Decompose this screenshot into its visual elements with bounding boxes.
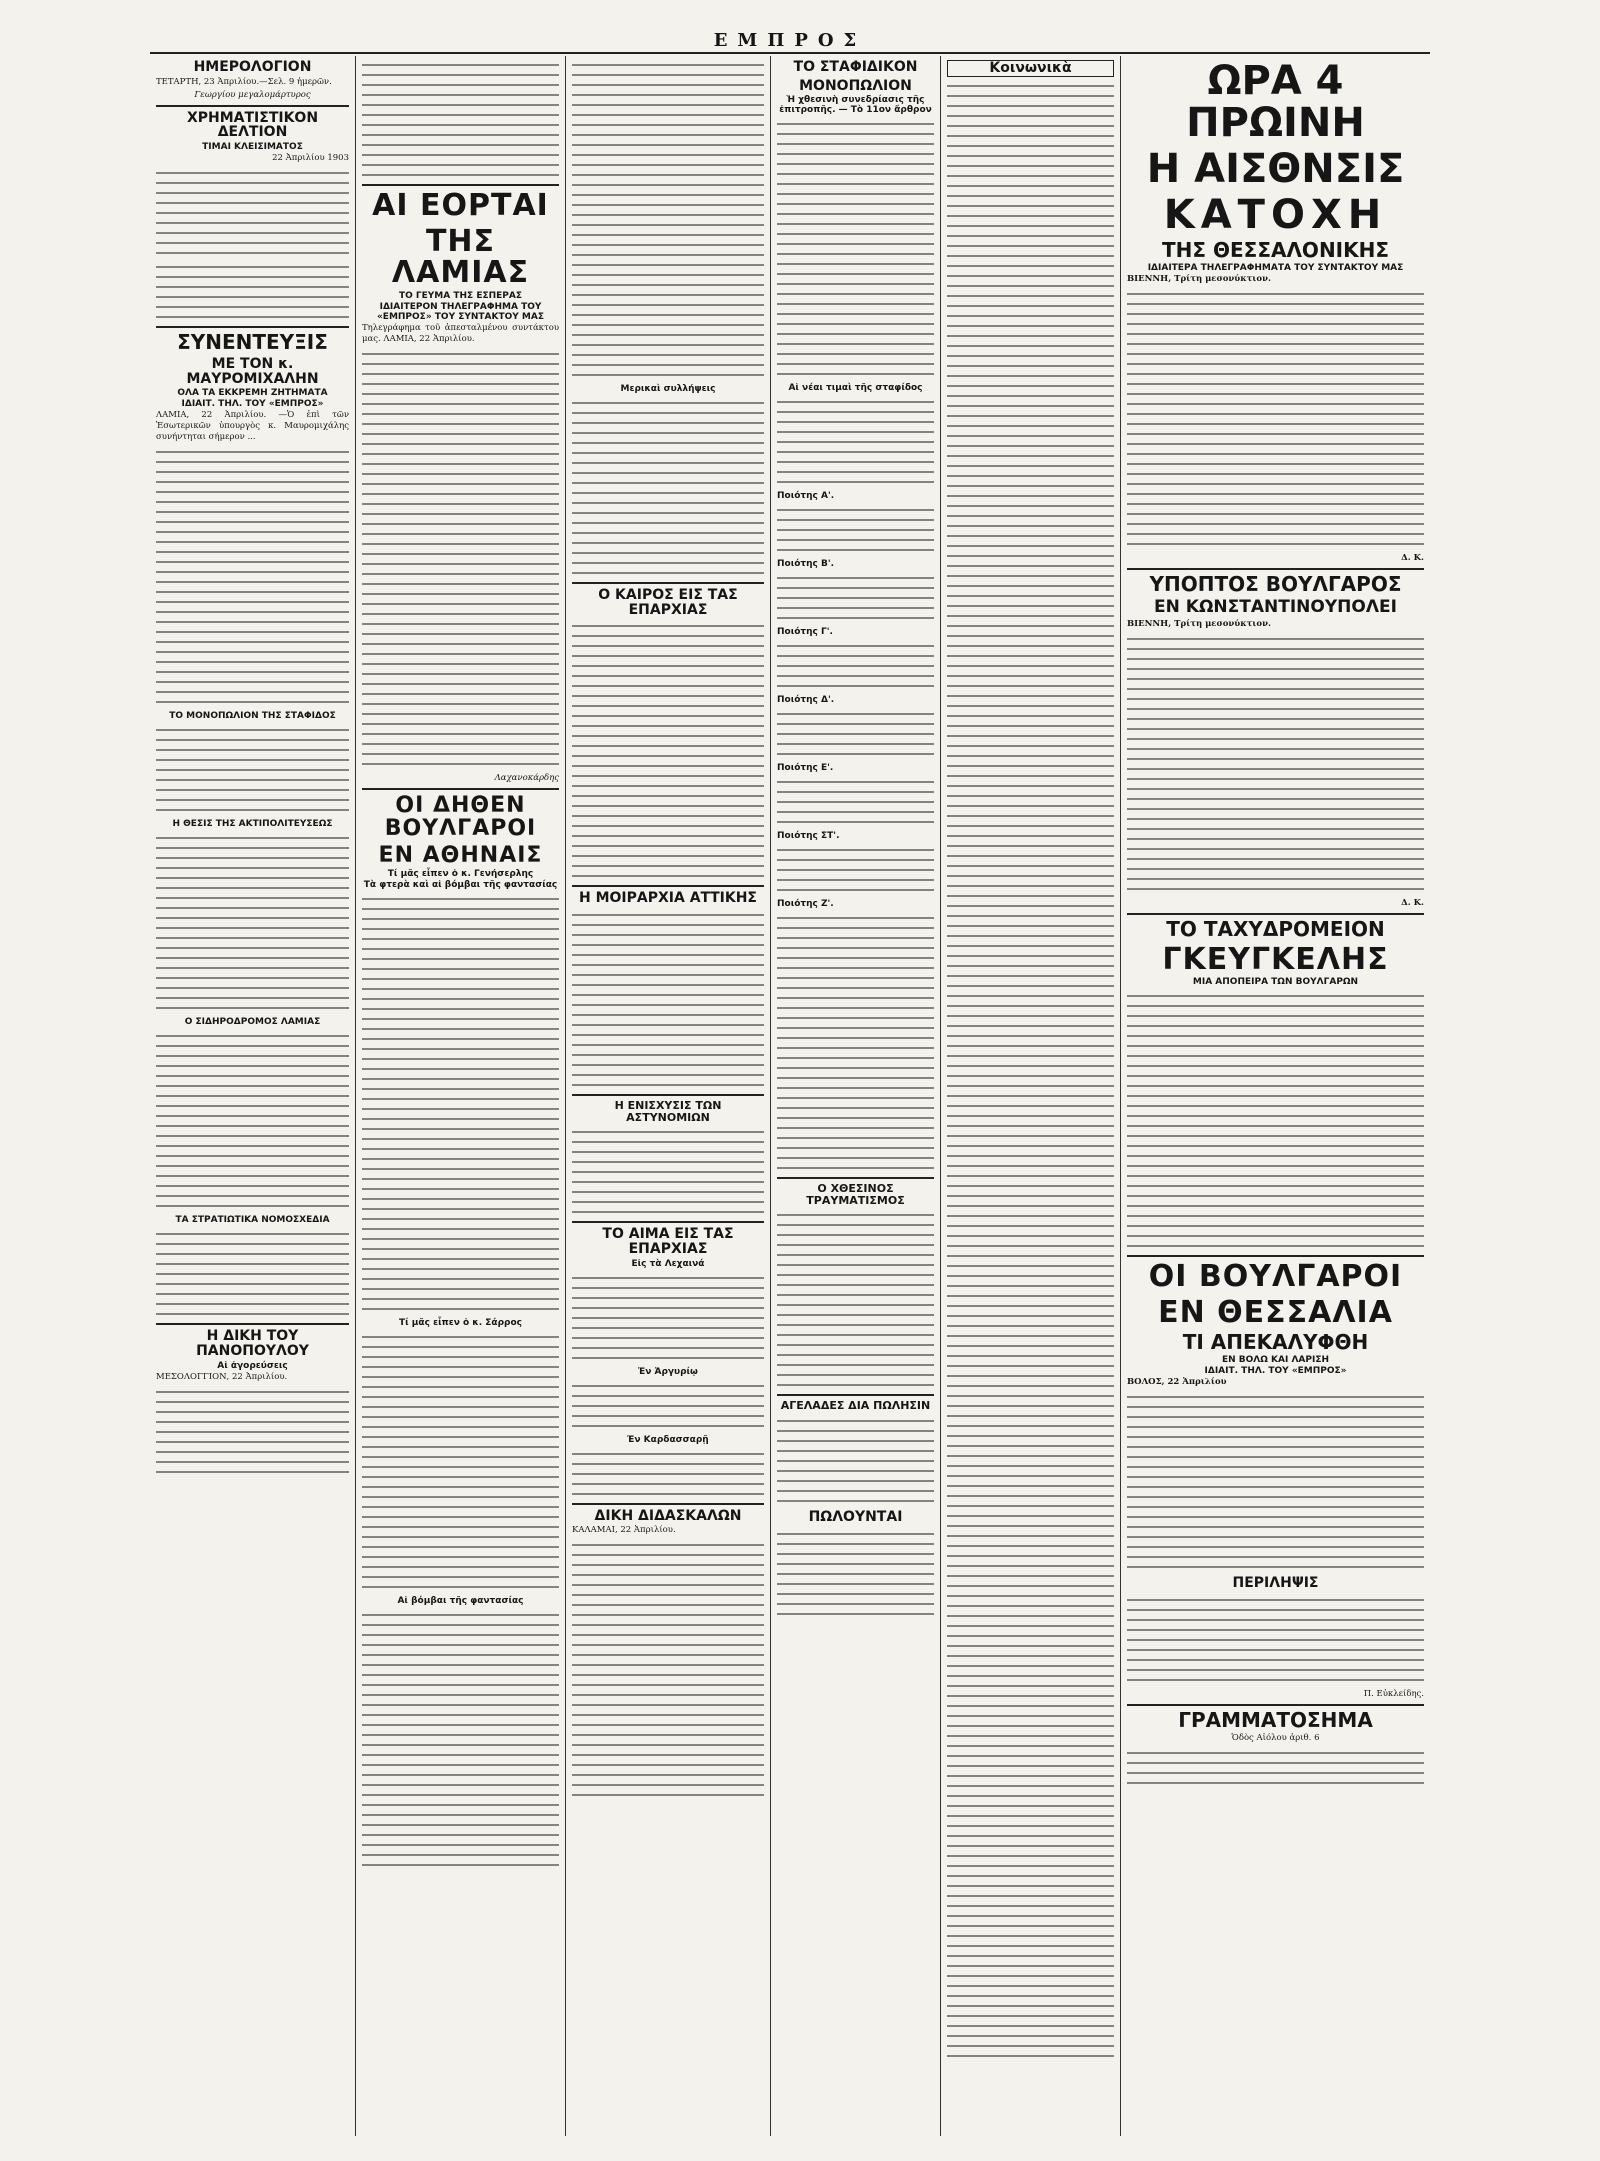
currant-heading-2: ΜΟΝΟΠΩΛΙΟΝ — [799, 77, 912, 94]
interview-subheading: ΜΕ ΤΟΝ κ. ΜΑΥΡΟΜΙΧΑΛΗΝ — [186, 356, 319, 387]
article-text — [572, 398, 764, 578]
stock-date: 22 Ἀπριλίου 1903 — [272, 153, 349, 164]
blood-text — [572, 1449, 764, 1499]
currant-text — [777, 119, 934, 379]
section-text — [156, 1031, 349, 1211]
post-office-subheading: ΜΙΑ ΑΠΟΠΕΙΡΑ ΤΩΝ ΒΟΥΛΓΑΡΩΝ — [1192, 977, 1359, 988]
article-text — [156, 262, 349, 322]
divider — [362, 184, 559, 186]
occupation-heading: ΚΑΤΟΧΗ — [1163, 192, 1388, 238]
divider — [572, 885, 764, 887]
summary-signature: Π. Εὐκλείδης. — [1363, 1689, 1424, 1700]
section-text — [156, 725, 349, 815]
column-1 — [150, 56, 355, 2136]
quality-text — [777, 845, 934, 895]
blood-heading: ΤΟ ΑΙΜΑ ΕΙΣ ΤΑΣ ΕΠΑΡΧΙΑΣ — [602, 1226, 734, 1257]
summary-heading: ΠΕΡΙΛΗΨΙΣ — [1232, 1575, 1319, 1592]
bulgarians-heading-2: ΕΝ ΑΘΗΝΑΙΣ — [378, 842, 543, 868]
article-text — [572, 60, 764, 380]
thessaly-dateline: ΒΟΛΟΣ, 22 Ἀπριλίου — [1127, 1377, 1227, 1388]
column-3 — [565, 56, 770, 2136]
arrests-heading: Μερικαὶ συλλήψεις — [620, 384, 716, 394]
currant-prices-heading: Αἱ νέαι τιμαὶ τῆς σταφίδος — [788, 383, 923, 394]
stock-heading: ΧΡΗΜΑΤΙΣΤΙΚΟΝ ΔΕΛΤΙΟΝ — [186, 109, 319, 141]
police-heading: Η ΕΝΙΣΧΥΣΙΣ ΤΩΝ ΑΣΤΥΝΟΜΙΩΝ — [614, 1099, 722, 1124]
stock-table-text — [156, 168, 349, 258]
post-office-text — [1127, 991, 1424, 1251]
gendarmerie-text — [572, 910, 764, 1090]
teachers-trial-heading: ΔΙΚΗ ΔΙΔΑΣΚΑΛΩΝ — [594, 1507, 742, 1524]
blood-text — [572, 1381, 764, 1431]
quality-text — [777, 913, 934, 1173]
divider — [572, 1094, 764, 1096]
quality-text — [777, 505, 934, 555]
suspect-signature: Δ. Κ. — [1401, 897, 1424, 908]
social-heading: Κοινωνικὰ — [947, 60, 1114, 77]
quality-d: Ποιότης Δ'. — [777, 695, 835, 706]
column-5 — [940, 56, 1120, 2136]
section-text — [156, 1229, 349, 1319]
quality-c: Ποιότης Γ'. — [777, 627, 833, 638]
quality-b: Ποιότης Β'. — [777, 559, 835, 570]
sensation-heading: Η ΑΙΣΘΝΣΙΣ — [1146, 146, 1405, 192]
divider — [1127, 1704, 1424, 1706]
divider — [1127, 568, 1424, 570]
divider — [572, 1503, 764, 1505]
thessaloniki-credit: ΙΔΙΑΙΤΕΡΑ ΤΗΛΕΓΡΑΦΗΜΑΤΑ ΤΟΥ ΣΥΝΤΑΚΤΟΥ ΜΑΣ — [1147, 263, 1404, 273]
feasts-lead: Τηλεγράφημα τοῦ ἀπεσταλμένου συντάκτου μας. ΛΑΜΙΑ, 22 Ἀπριλίου. — [362, 322, 559, 344]
stock-subheading: ΤΙΜΑΙ ΚΛΕΙΣΙΜΑΤΟΣ — [202, 142, 303, 153]
wounding-heading: Ο ΧΘΕΣΙΝΟΣ ΤΡΑΥΜΑΤΙΣΜΟΣ — [806, 1182, 905, 1207]
trial-heading: Η ΔΙΚΗ ΤΟΥ ΠΑΝΟΠΟΥΛΟΥ — [196, 1328, 309, 1360]
quality-g: Ποιότης Ζ'. — [777, 899, 834, 910]
teachers-trial-text — [572, 1540, 764, 1800]
feasts-signature: Λαχανοκάρδης — [494, 772, 559, 783]
feasts-credit: ΙΔΙΑΙΤΕΡΟΝ ΤΗΛΕΓΡΑΦΗΜΑ ΤΟΥ «ΕΜΠΡΟΣ» ΤΟΥ ΣΥΝΤΑΚΤΟΥ ΜΑΣ — [376, 301, 545, 322]
divider — [156, 326, 349, 328]
wounding-text — [777, 1210, 934, 1390]
thessaloniki-text — [1127, 289, 1424, 549]
divider — [777, 1394, 934, 1396]
interview-credit: ΙΔΙΑΙΤ. ΤΗΛ. ΤΟΥ «ΕΜΠΡΟΣ» — [181, 399, 324, 410]
column-6 — [1120, 56, 1430, 2136]
bulgarians-subheading: Τί μᾶς εἶπεν ὁ κ. Γενήσερλης — [387, 868, 534, 879]
bulgarians-subheading-2: Τὰ φτερὰ καὶ αἱ βόμβαι τῆς φαντασίας — [363, 879, 558, 890]
section-military: ΤΑ ΣΤΡΑΤΙΩΤΙΚΑ ΝΟΜΟΣΧΕΔΙΑ — [175, 1215, 330, 1226]
section-opposition: Η ΘΕΣΙΣ ΤΗΣ ΑΚΤΙΠΟΛΙΤΕΥΣΕΩΣ — [172, 819, 333, 830]
interview-lead: ΛΑΜΙΑ, 22 Ἀπριλίου. —Ὁ ἐπὶ τῶν Ἐσωτερικῶν ὑπουργὸς κ. Μαυρομιχάλης συνήντηται σήμερον ... — [156, 410, 349, 443]
cows-text — [777, 1416, 934, 1506]
calendar-saint: Γεωργίου μεγαλομάρτυρος — [194, 89, 311, 100]
divider — [156, 105, 349, 107]
divider — [1127, 1255, 1424, 1257]
volos-larisa-heading: ΕΝ ΒΟΛΩ ΚΑΙ ΛΑΡΙΣΗ — [1221, 1355, 1330, 1366]
police-text — [572, 1127, 764, 1217]
feasts-heading: ΑΙ ΕΟΡΤΑΙ — [372, 188, 549, 223]
blood-section-argyrion: Ἐν Ἀργυρίῳ — [638, 1366, 698, 1377]
column-4 — [770, 56, 940, 2136]
currant-text — [777, 397, 934, 487]
gevgeli-heading: ΓΚΕΥΓΚΕΛΗΣ — [1162, 941, 1389, 977]
suspect-heading-2: ΕΝ ΚΩΝΣΤΑΝΤΙΝΟΥΠΟΛΕΙ — [1154, 597, 1397, 617]
divider — [1127, 913, 1424, 915]
blood-section-lechaina: Εἰς τὰ Λεχαινά — [631, 1258, 705, 1269]
thessaloniki-signature: Δ. Κ. — [1401, 553, 1424, 563]
summary-text — [1127, 1595, 1424, 1685]
quality-text — [777, 709, 934, 759]
divider — [156, 1323, 349, 1325]
trial-text — [156, 1387, 349, 1477]
teachers-trial-dateline: ΚΑΛΑΜΑΙ, 22 Ἀπριλίου. — [572, 1525, 676, 1536]
bulgarians-heading: ΟΙ ΔΗΘΕΝ ΒΟΥΛΓΑΡΟΙ — [384, 792, 537, 841]
hour-heading: ΩΡΑ 4 ΠΡΩΙΝΗ — [1186, 58, 1365, 146]
thessaloniki-heading: ΤΗΣ ΘΕΣΣΑΛΟΝΙΚΗΣ — [1161, 238, 1390, 262]
thessaloniki-dateline: ΒΙΕΝΝΗ, Τρίτη μεσονύκτιον. — [1127, 274, 1271, 284]
currant-subheading: Ἡ χθεσινὴ συνεδρίασις τῆς ἐπιτροπῆς. — Τὸ 11ον ἄρθρον — [779, 95, 932, 116]
divider — [572, 1221, 764, 1223]
section-currant: ΤΟ ΜΟΝΟΠΩΛΙΟΝ ΤΗΣ ΣΤΑΦΙΔΟΣ — [169, 711, 336, 722]
weather-text — [572, 621, 764, 881]
revealed-heading: ΤΙ ΑΠΕΚΑΛΥΦΘΗ — [1182, 1330, 1369, 1355]
quality-text — [777, 573, 934, 623]
trial-subheading: Αἱ ἀγορεύσεις — [217, 1360, 288, 1371]
suspect-dateline: ΒΙΕΝΝΗ, Τρίτη μεσονύκτιον. — [1127, 618, 1271, 629]
bulgarians-text — [362, 894, 559, 1314]
quality-a: Ποιότης Α'. — [777, 491, 835, 502]
column-2 — [355, 56, 565, 2136]
feasts-subheading: ΤΟ ΓΕΥΜΑ ΤΗΣ ΕΣΠΕΡΑΣ — [398, 290, 523, 301]
gendarmerie-heading: Η ΜΟΙΡΑΡΧΙΑ ΑΤΤΙΚΗΣ — [579, 890, 757, 907]
quality-e: Ποιότης Ε'. — [777, 763, 834, 774]
for-sale-heading: ΠΩΛΟΥΝΤΑΙ — [808, 1509, 903, 1526]
section-railway: Ο ΣΙΔΗΡΟΔΡΟΜΟΣ ΛΑΜΙΑΣ — [184, 1017, 321, 1028]
suspect-heading: ΥΠΟΠΤΟΣ ΒΟΥΛΓΑΡΟΣ — [1149, 572, 1402, 596]
divider — [572, 582, 764, 584]
feasts-heading-2: ΤΗΣ ΛΑΜΙΑΣ — [391, 223, 530, 290]
cows-heading: ΑΓΕΛΑΔΕΣ ΔΙΑ ΠΩΛΗΣΙΝ — [780, 1399, 931, 1413]
thessaly-text — [1127, 1392, 1424, 1572]
divider — [777, 1177, 934, 1179]
bulgarians-section-2: Αἱ βόμβαι τῆς φαντασίας — [397, 1595, 524, 1606]
interview-text — [156, 447, 349, 707]
divider — [362, 788, 559, 790]
currant-heading: ΤΟ ΣΤΑΦΙΔΙΚΟΝ — [793, 59, 918, 75]
stamps-text — [1127, 1748, 1424, 1788]
stamps-heading: ΓΡΑΜΜΑΤΟΣΗΜΑ — [1178, 1708, 1373, 1733]
blood-section-kardassari: Ἐν Καρδασσαρῇ — [627, 1434, 709, 1445]
suspect-text — [1127, 634, 1424, 894]
thessaly-credit: ΙΔΙΑΙΤ. ΤΗΛ. ΤΟΥ «ΕΜΠΡΟΣ» — [1204, 1366, 1347, 1377]
stamps-address: Ὁδὸς Αἰόλου ἀριθ. 6 — [1231, 1733, 1320, 1744]
social-text — [947, 81, 1114, 2061]
thessaly-heading: ΟΙ ΒΟΥΛΓΑΡΟΙ — [1148, 1259, 1403, 1295]
interview-topic: ΟΛΑ ΤΑ ΕΚΚΡΕΜΗ ΖΗΤΗΜΑΤΑ — [177, 388, 328, 399]
post-office-heading: ΤΟ ΤΑΧΥΔΡΟΜΕΙΟΝ — [1166, 916, 1385, 941]
calendar-heading: ΗΜΕΡΟΛΟΓΙΟΝ — [193, 59, 312, 75]
quality-text — [777, 777, 934, 827]
thessaly-heading-2: ΕΝ ΘΕΣΣΑΛΙΑ — [1158, 1294, 1393, 1330]
bulgarians-section: Τί μᾶς εἶπεν ὁ κ. Σάρρος — [399, 1317, 522, 1328]
quality-text — [777, 641, 934, 691]
weather-heading: Ο ΚΑΙΡΟΣ ΕΙΣ ΤΑΣ ΕΠΑΡΧΙΑΣ — [598, 587, 738, 618]
trial-dateline: ΜΕΣΟΛΟΓΓΙΟΝ, 22 Ἀπριλίου. — [156, 1371, 288, 1382]
for-sale-text — [777, 1529, 934, 1619]
article-text — [362, 60, 559, 180]
calendar-date: ΤΕΤΑΡΤΗ, 23 Ἀπριλίου.—Σελ. 9 ἡμερῶν. — [156, 76, 332, 87]
bulgarians-text — [362, 1610, 559, 1870]
section-text — [156, 833, 349, 1013]
bulgarians-text — [362, 1332, 559, 1592]
quality-f: Ποιότης ΣΤ'. — [777, 831, 840, 842]
blood-text — [572, 1273, 764, 1363]
feasts-text — [362, 349, 559, 769]
masthead-title: ΕΜΠΡΟΣ — [150, 30, 1430, 54]
interview-heading: ΣΥΝΕΝΤΕΥΞΙΣ — [177, 330, 328, 355]
